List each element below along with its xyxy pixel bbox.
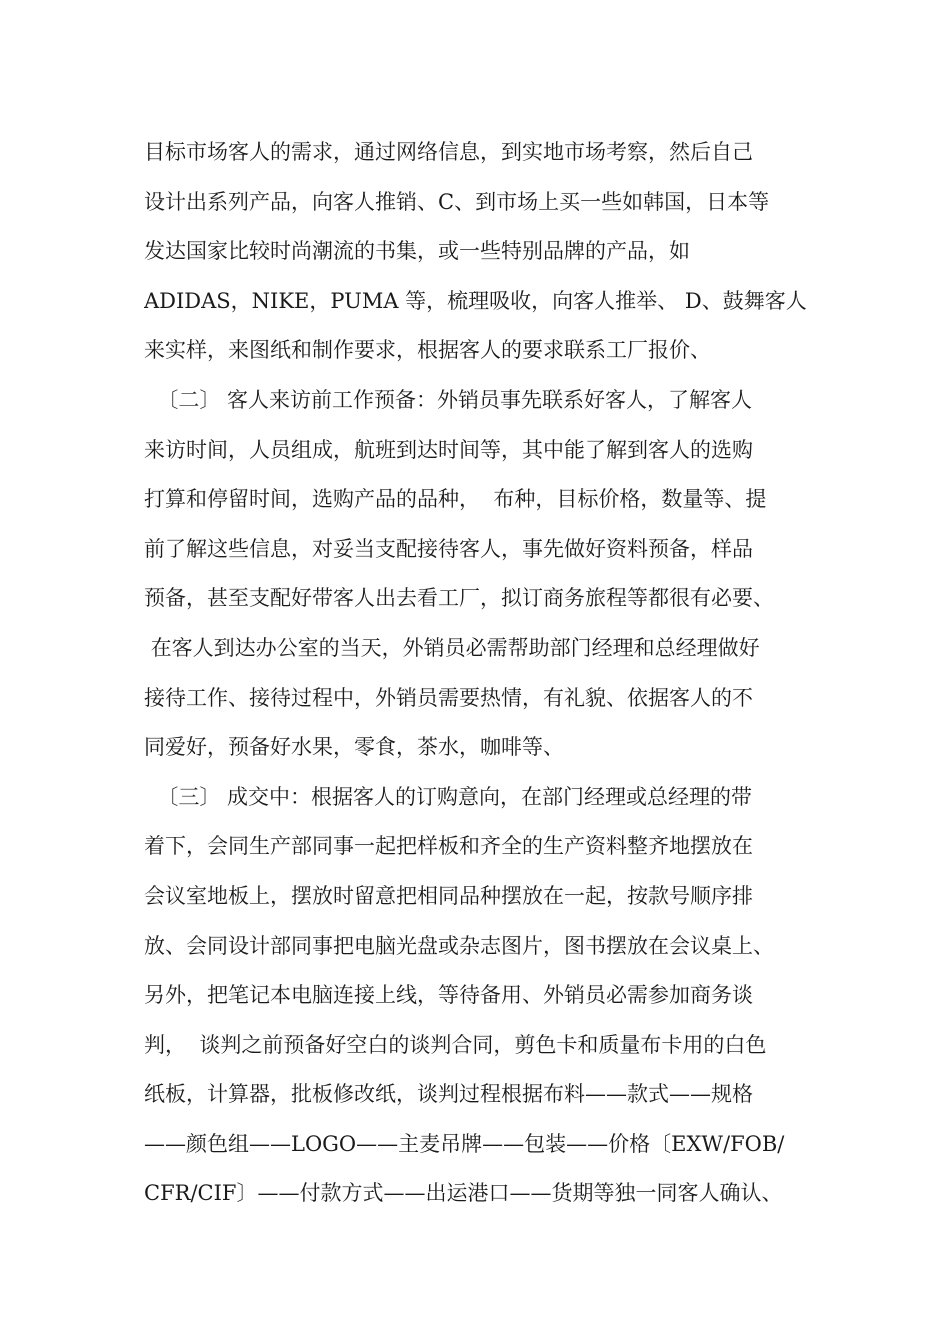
text-line: 判， 谈判之前预备好空白的谈判合同，剪色卡和质量布卡用的白色 <box>144 1032 767 1057</box>
text-line: 发达国家比较时尚潮流的书集，或一些特别品牌的产品，如 <box>144 239 690 264</box>
text-line: ——颜色组——LOGO——主麦吊牌——包装——价格〔EXW/FOB/ <box>144 1131 785 1156</box>
text-line: 放、会同设计部同事把电脑光盘或杂志图片，图书摆放在会议桌上、 <box>144 933 774 958</box>
text-line: 来访时间，人员组成，航班到达时间等，其中能了解到客人的选购 <box>144 437 753 462</box>
section-heading-line: 〔二〕 客人来访前工作预备：外销员事先联系好客人，了解客人 <box>144 387 753 412</box>
text-line: 前了解这些信息，对妥当支配接待客人，事先做好资料预备，样品 <box>144 536 753 561</box>
text-line: 会议室地板上，摆放时留意把相同品种摆放在一起，按款号顺序排 <box>144 883 753 908</box>
text-line: 预备，甚至支配好带客人出去看工厂，拟订商务旅程等都很有必要、 <box>144 586 774 611</box>
text-line: 在客人到达办公室的当天，外销员必需帮助部门经理和总经理做好 <box>144 635 760 660</box>
text-line: 打算和停留时间，选购产品的品种， 布种，目标价格，数量等、提 <box>144 487 767 512</box>
text-line: 纸板，计算器，批板修改纸，谈判过程根据布料——款式——规格 <box>144 1082 753 1107</box>
text-line: 来实样，来图纸和制作要求，根据客人的要求联系工厂报价、 <box>144 338 711 363</box>
text-line: 着下，会同生产部同事一起把样板和齐全的生产资料整齐地摆放在 <box>144 834 753 859</box>
section-heading-line: 〔三〕 成交中：根据客人的订购意向，在部门经理或总经理的带 <box>144 784 753 809</box>
text-line: 设计出系列产品，向客人推销、C、到市场上买一些如韩国，日本等 <box>144 189 770 214</box>
text-line: 接待工作、接待过程中，外销员需要热情，有礼貌、依据客人的不 <box>144 685 753 710</box>
text-line: CFR/CIF〕——付款方式——出运港口——货期等独一同客人确认、 <box>144 1181 783 1206</box>
text-line: 目标市场客人的需求，通过网络信息，到实地市场考察，然后自己 <box>144 140 753 164</box>
text-line: 同爱好，预备好水果，零食，茶水，咖啡等、 <box>144 735 564 760</box>
body-text <box>144 128 824 1219</box>
text-line: 另外，把笔记本电脑连接上线，等待备用、外销员必需参加商务谈 <box>144 983 753 1008</box>
text-line: ADIDAS，NIKE，PUMA 等，梳理吸收，向客人推举、 D、鼓舞客人 <box>144 288 807 313</box>
